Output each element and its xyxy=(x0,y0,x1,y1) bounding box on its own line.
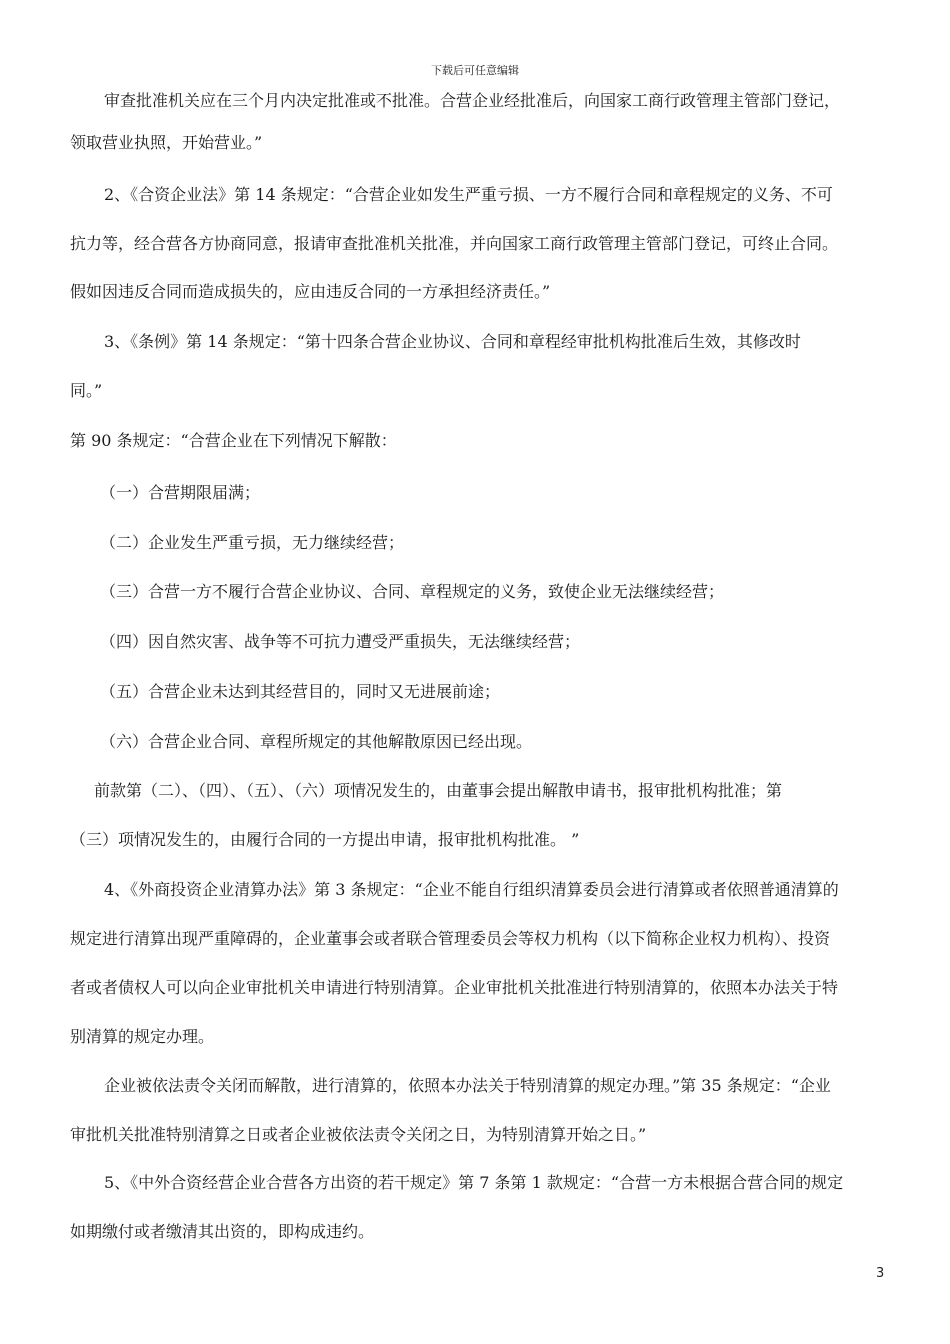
paragraph-line: 如期缴付或者缴清其出资的，即构成违约。 xyxy=(70,1222,375,1241)
paragraph-line: 2、《合资企业法》第 14 条规定：“合营企业如发生严重亏损、一方不履行合同和章程规定的义务、不可 xyxy=(104,185,833,204)
paragraph-line: 4、《外商投资企业清算办法》第 3 条规定：“企业不能自行组织清算委员会进行清算或者依照普通清算的 xyxy=(104,880,839,899)
paragraph-line: 假如因违反合同而造成损失的，应由违反合同的一方承担经济责任。” xyxy=(70,282,551,301)
paragraph-line: （三）项情况发生的，由履行合同的一方提出申请，报审批机构批准。 ” xyxy=(70,830,580,849)
paragraph-line: 同。” xyxy=(70,381,103,400)
paragraph-line: （四）因自然灾害、战争等不可抗力遭受严重损失，无法继续经营； xyxy=(100,632,581,651)
paragraph-line: 3、《条例》第 14 条规定：“第十四条合营企业协议、合同和章程经审批机构批准后生效，其修改时 xyxy=(104,332,801,351)
paragraph-line: 第 90 条规定：“合营企业在下列情况下解散： xyxy=(70,431,397,450)
paragraph-line: （一）合营期限届满； xyxy=(100,483,261,502)
page-header: 下载后可任意编辑 xyxy=(431,64,519,77)
paragraph-line: 企业被依法责令关闭而解散，进行清算的，依照本办法关于特别清算的规定办理。”第 35 条规定：“企业 xyxy=(104,1076,831,1095)
paragraph-line: 规定进行清算出现严重障碍的，企业董事会或者联合管理委员会等权力机构（以下简称企业权力机构）、投资 xyxy=(70,929,831,948)
paragraph-line: （五）合营企业未达到其经营目的，同时又无进展前途； xyxy=(100,682,501,701)
paragraph-line: 审查批准机关应在三个月内决定批准或不批准。合营企业经批准后，向国家工商行政管理主管部门登记， xyxy=(104,91,841,110)
paragraph-line: 审批机关批准特别清算之日或者企业被依法责令关闭之日，为特别清算开始之日。” xyxy=(70,1125,647,1144)
paragraph-line: （三）合营一方不履行合营企业协议、合同、章程规定的义务，致使企业无法继续经营； xyxy=(100,582,725,601)
paragraph-line: 抗力等，经合营各方协商同意，报请审查批准机关批准，并向国家工商行政管理主管部门登记，可终止合同。 xyxy=(70,234,839,253)
page-number: 3 xyxy=(876,1266,885,1281)
paragraph-line: 领取营业执照，开始营业。” xyxy=(70,133,263,152)
paragraph-line: （二）企业发生严重亏损，无力继续经营； xyxy=(100,533,405,552)
paragraph-line: 别清算的规定办理。 xyxy=(70,1027,215,1046)
paragraph-line: 5、《中外合资经营企业合营各方出资的若干规定》第 7 条第 1 款规定：“合营一方未根据合营合同的规定 xyxy=(104,1173,844,1192)
paragraph-line: 者或者债权人可以向企业审批机关申请进行特别清算。企业审批机关批准进行特别清算的，依照本办法关于特 xyxy=(70,978,839,997)
paragraph-line: （六）合营企业合同、章程所规定的其他解散原因已经出现。 xyxy=(100,732,533,751)
paragraph-line: 前款第（二）、（四）、（五）、（六）项情况发生的，由董事会提出解散申请书，报审批机构批准；第 xyxy=(94,781,783,800)
